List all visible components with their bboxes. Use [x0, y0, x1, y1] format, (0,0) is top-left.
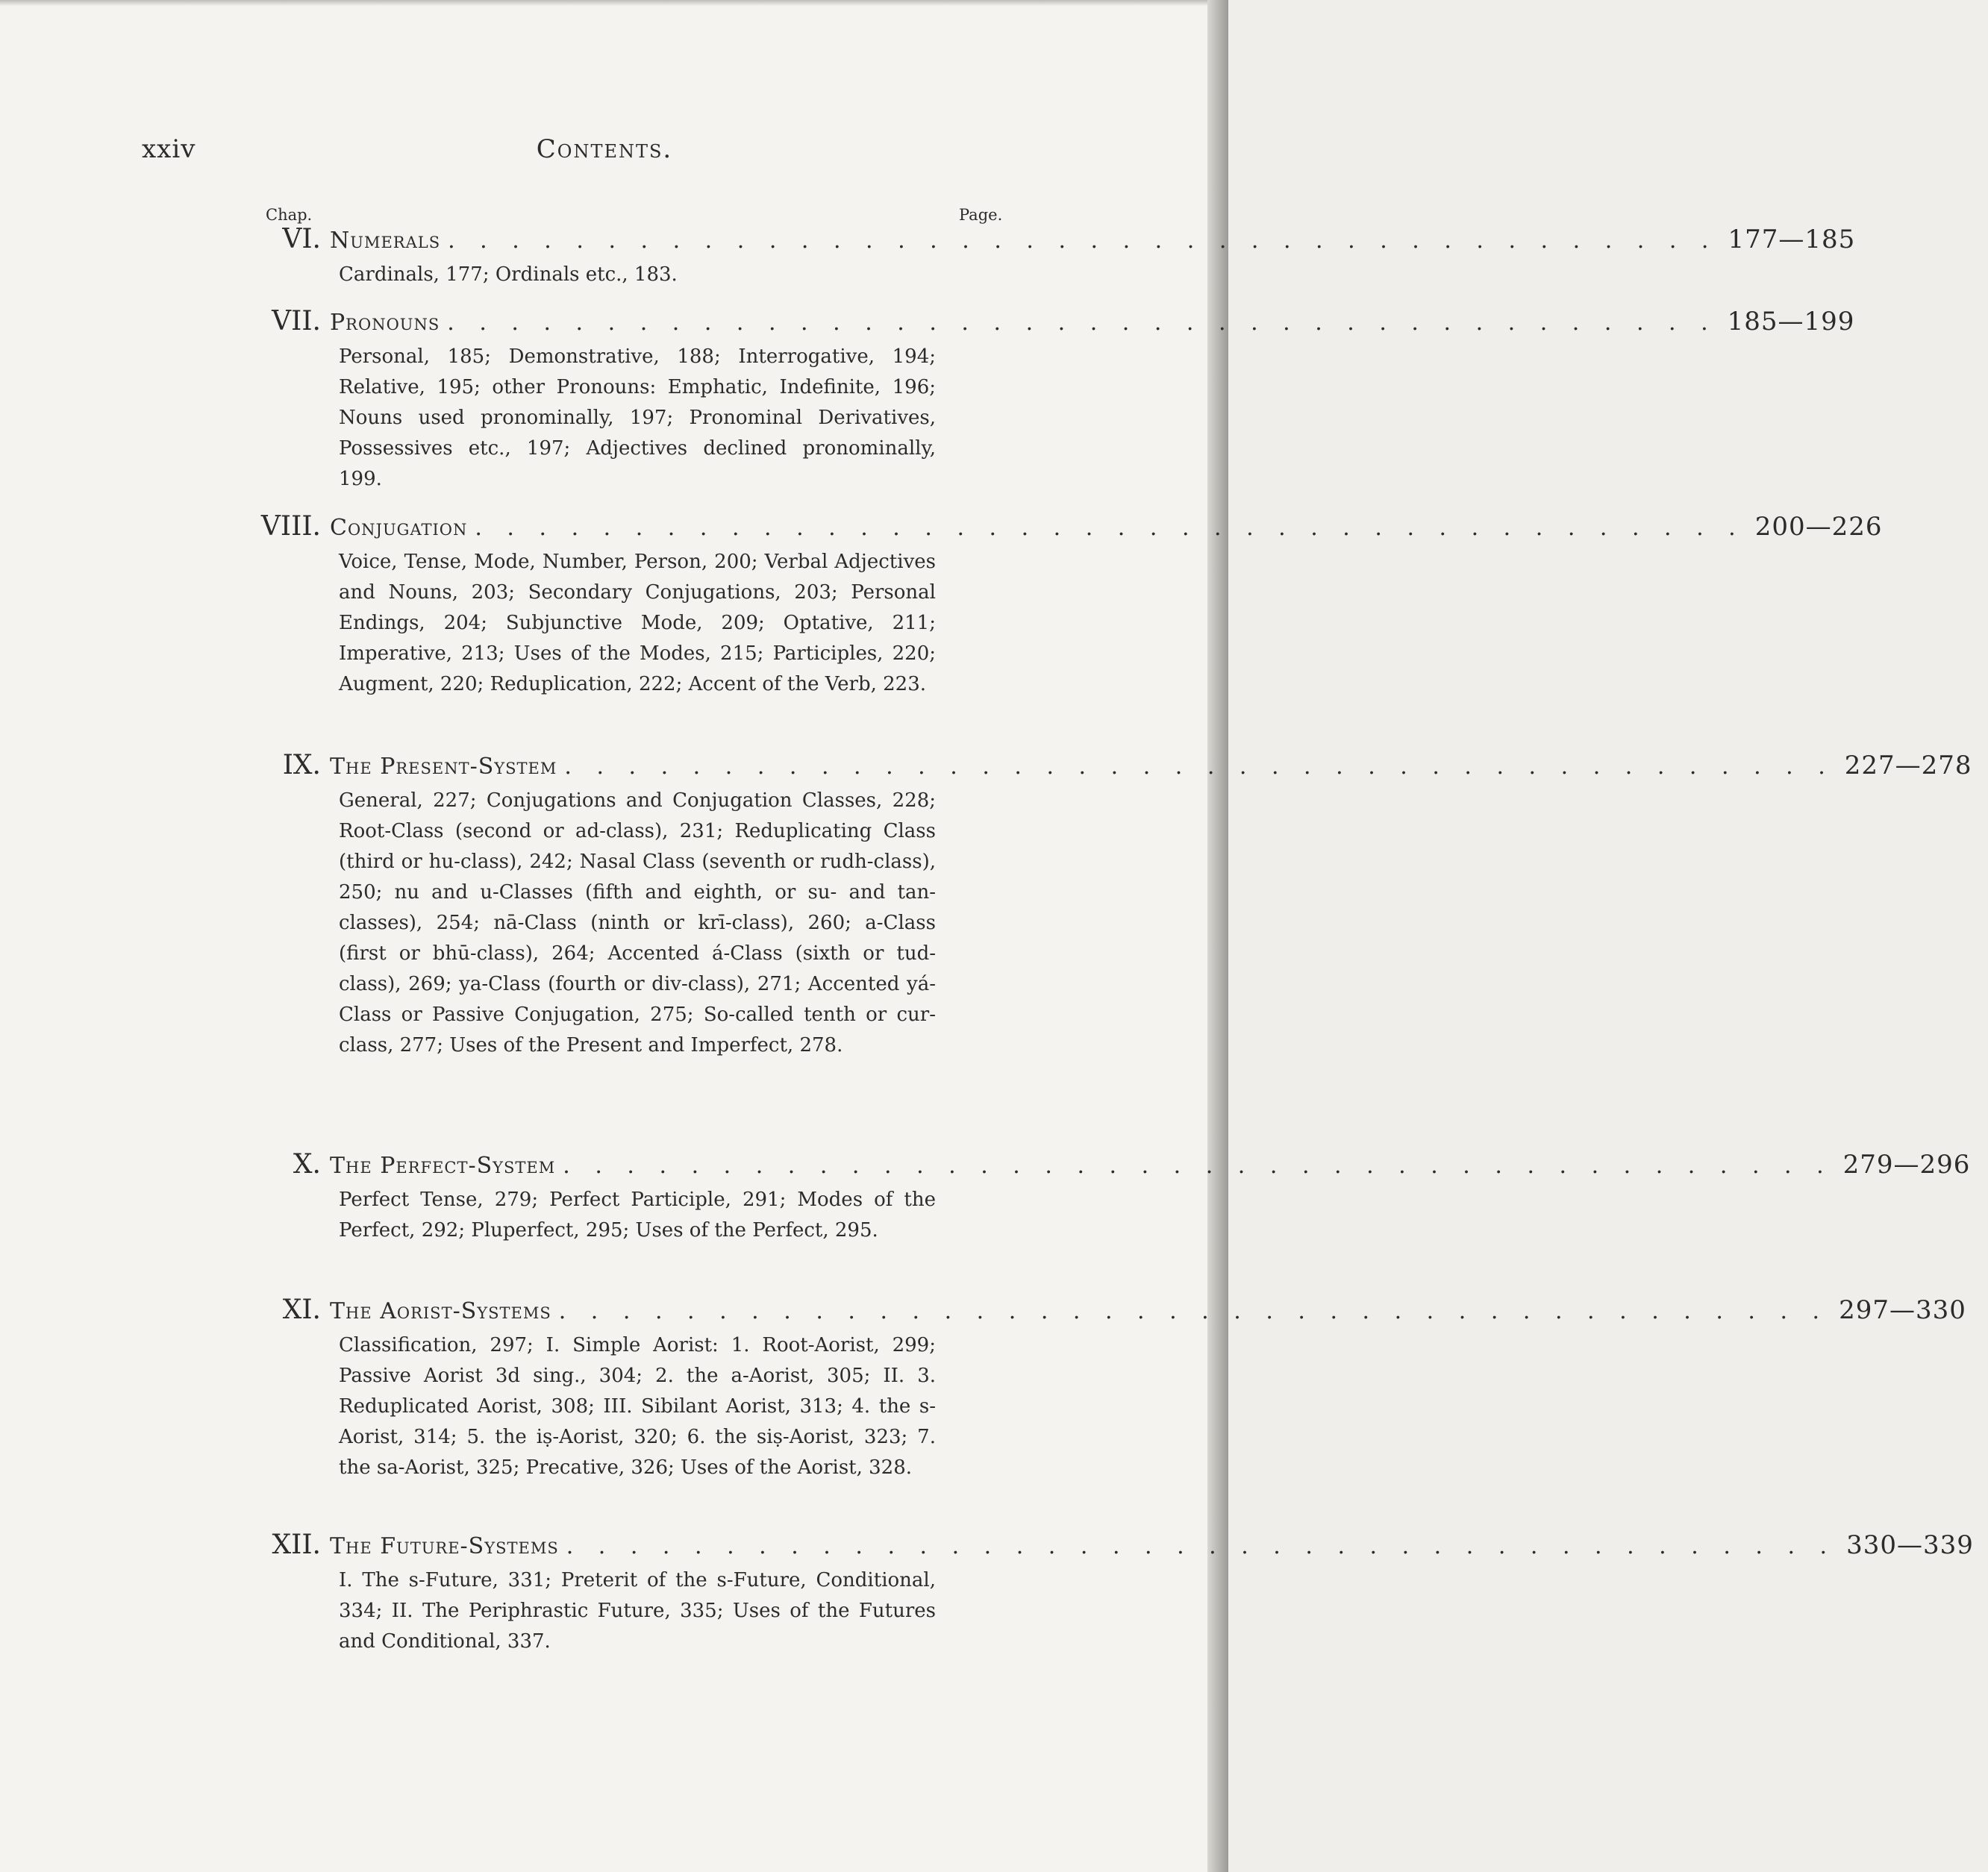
chapter-title: The Present-System	[330, 754, 557, 780]
toc-entry-xii	[246, 1530, 1974, 1657]
chapter-description: Perfect Tense, 279; Perfect Participle, 291; Modes of the Perfect, 292; Pluperfect, 295; Uses of the Perfect, 295.	[339, 1189, 936, 1242]
page-right-edge	[1207, 0, 1228, 1872]
leader-dots: . . . . . . . . . . . . . . . . . . . . . . . . . . . . . . . . . . . . . . . .	[475, 515, 1745, 541]
chapter-description: Voice, Tense, Mode, Number, Person, 200; Verbal Adjectives and Nouns, 203; Secondary Conjugations, 203; Personal Endings, 204; Subjunctive Mode, 209; Optative, 211; Imperative, 213; Uses of the Modes, 215; Participles, 220; Augment, 220; Reduplication, 222; Accent of the Verb, 223.	[339, 551, 936, 695]
leader-dots: . . . . . . . . . . . . . . . . . . . . . . . . . . . . . . . . . . . . . . . .	[448, 228, 1718, 254]
chapter-description: Classification, 297; I. Simple Aorist: 1. Root-Aorist, 299; Passive Aorist 3d sing., 304; 2. the a-Aorist, 305; II. 3. Reduplicated Aorist, 308; III. Sibilant Aorist, 313; 4. the s-Aorist, 314; 5. the iṣ-Aorist, 320; 6. the siṣ-Aorist, 323; 7. the sa-Aorist, 325; Precative, 326; Uses of the Aorist, 328.	[339, 1334, 936, 1479]
chapter-description: I. The s-Future, 331; Preterit of the s-Future, Conditional, 334; II. The Periphrastic Future, 335; Uses of the Futures and Conditional, 337.	[339, 1569, 936, 1653]
column-head-page: Page.	[959, 206, 1003, 224]
leader-dots: . . . . . . . . . . . . . . . . . . . . . . . . . . . . . . . . . . . . . . . .	[447, 310, 1717, 336]
chapter-pages: 227—278	[1844, 751, 1972, 780]
toc-entry-line	[246, 750, 1972, 784]
chapter-pages: 279—296	[1842, 1150, 1971, 1180]
chapter-numeral: VI.	[282, 224, 321, 254]
toc-entry-line	[246, 1295, 1966, 1329]
chapter-pages: 177—185	[1728, 225, 1856, 254]
toc-entry-line	[246, 511, 1883, 545]
page-top-edge	[0, 0, 1228, 6]
toc-entry-x	[246, 1149, 1971, 1246]
leader-dots: . . . . . . . . . . . . . . . . . . . . . . . . . . . . . . . . . . . . . . . .	[563, 1153, 1833, 1179]
toc-entry-viii	[246, 511, 1883, 700]
chapter-title: The Future-Systems	[330, 1533, 559, 1559]
leader-dots: . . . . . . . . . . . . . . . . . . . . . . . . . . . . . . . . . . . . . . . .	[566, 1533, 1837, 1559]
chapter-pages: 185—199	[1727, 307, 1855, 336]
toc-entry-vi	[246, 224, 1856, 290]
chapter-title: Conjugation	[330, 515, 468, 541]
chapter-pages: 200—226	[1754, 512, 1883, 542]
toc-entry-ix	[246, 750, 1972, 1061]
chapter-title: Numerals	[330, 228, 441, 254]
chapter-numeral: VIII.	[260, 511, 321, 542]
running-title: Contents.	[536, 134, 673, 164]
chapter-pages: 297—330	[1839, 1295, 1966, 1325]
chapter-title: The Aorist-Systems	[330, 1298, 551, 1324]
chapter-numeral: VII.	[272, 306, 321, 336]
chapter-title: Pronouns	[330, 310, 440, 336]
toc-entry-xi	[246, 1295, 1966, 1483]
toc-entry-line	[246, 306, 1855, 340]
toc-entry-line	[246, 224, 1856, 258]
chapter-title: The Perfect-System	[330, 1153, 556, 1179]
chapter-numeral: X.	[293, 1149, 321, 1180]
chapter-numeral: XI.	[282, 1295, 321, 1325]
chapter-pages: 330—339	[1846, 1530, 1974, 1560]
column-head-chap: Chap.	[266, 206, 313, 224]
chapter-description: Cardinals, 177; Ordinals etc., 183.	[339, 263, 678, 286]
leader-dots: . . . . . . . . . . . . . . . . . . . . . . . . . . . . . . . . . . . . . . . .	[564, 754, 1834, 780]
chapter-numeral: IX.	[282, 750, 321, 780]
toc-entry-line	[246, 1149, 1971, 1183]
toc-entry-line	[246, 1530, 1974, 1564]
toc-entry-vii	[246, 306, 1855, 495]
chapter-description: General, 227; Conjugations and Conjugation Classes, 228; Root-Class (second or ad-class), 231; Reduplicating Class (third or hu-class), 242; Nasal Class (seventh or rudh-class), 250; nu and u-Classes (fifth and eighth, or su- and tan-classes), 254; nā-Class (ninth or krī-class), 260; a-Class (first or bhū-class), 264; Accented á-Class (sixth or tud-class), 269; ya-Class (fourth or div-class), 271; Accented yá-Class or Passive Conjugation, 275; So-called tenth or cur-class, 277; Uses of the Present and Imperfect, 278.	[339, 789, 936, 1056]
chapter-numeral: XII.	[272, 1530, 321, 1560]
chapter-description: Personal, 185; Demonstrative, 188; Interrogative, 194; Relative, 195; other Pronouns: Emphatic, Indefinite, 196; Nouns used pronominally, 197; Pronominal Derivatives, Possessives etc., 197; Adjectives declined pronominally, 199.	[339, 345, 936, 490]
page-number: xxiv	[142, 134, 196, 164]
leader-dots: . . . . . . . . . . . . . . . . . . . . . . . . . . . . . . . . . . . . . . . .	[558, 1298, 1829, 1324]
page-header	[142, 134, 1067, 164]
